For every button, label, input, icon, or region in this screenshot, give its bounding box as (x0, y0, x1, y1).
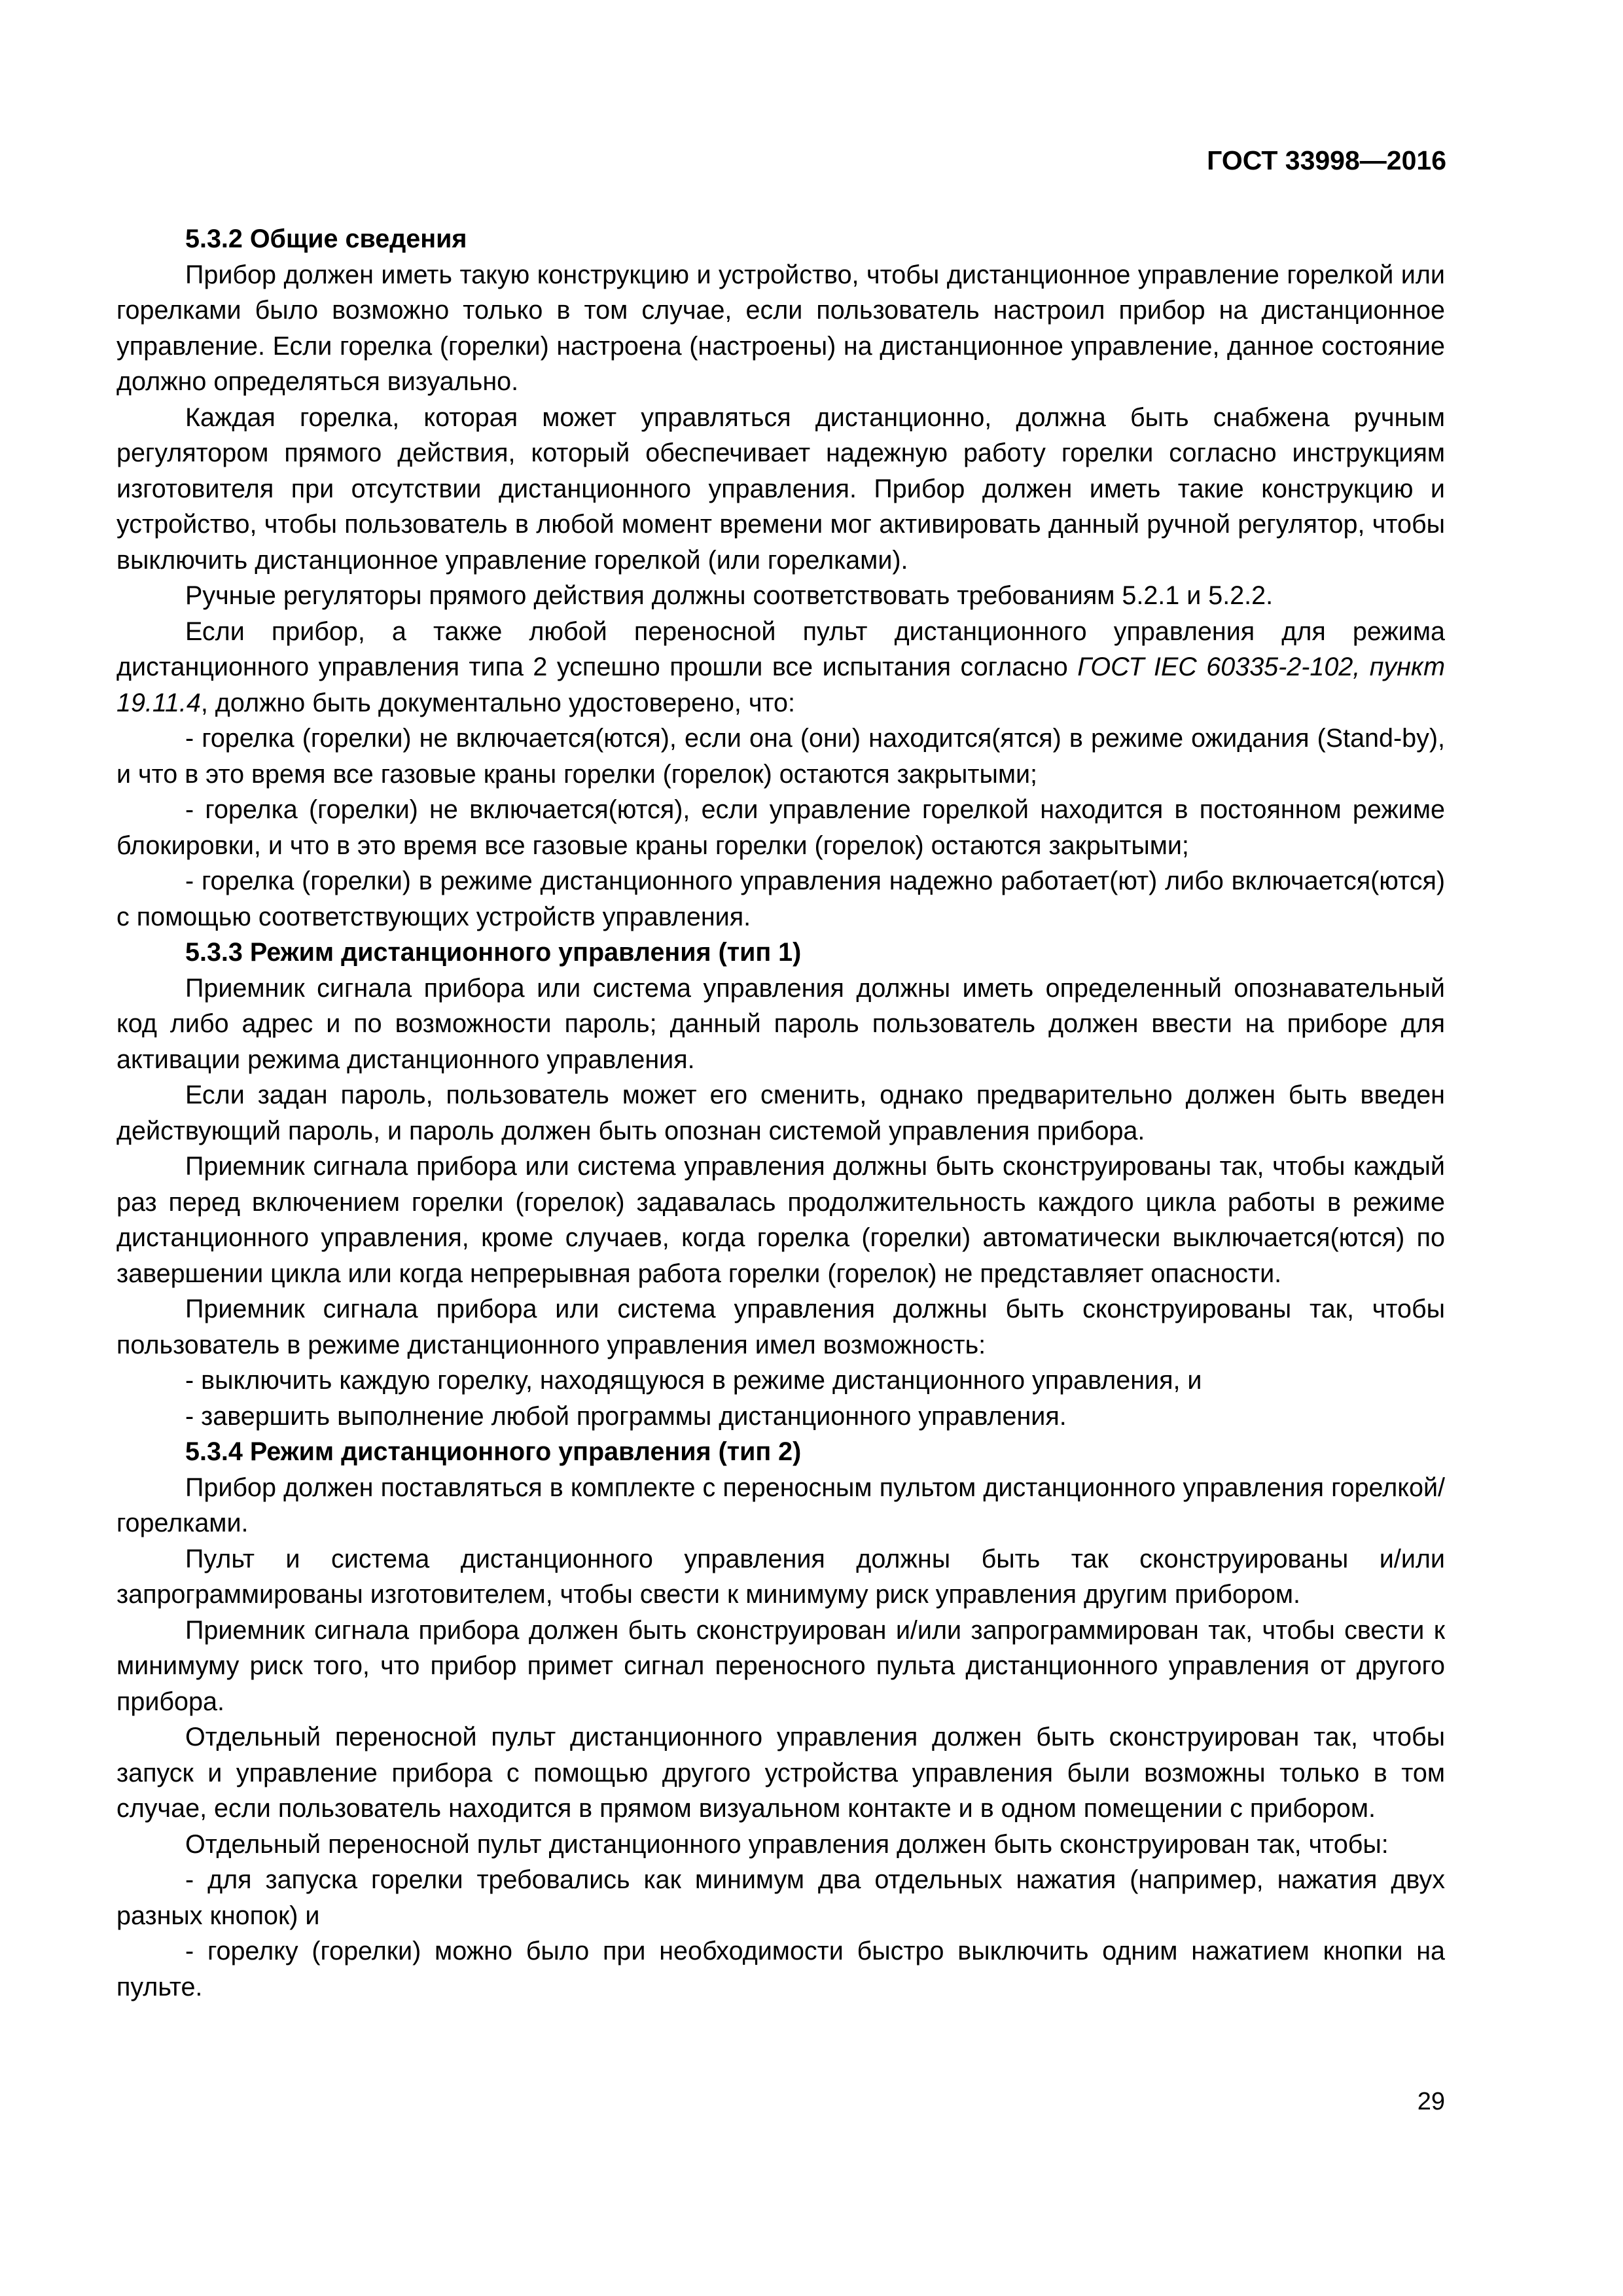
page-number: 29 (1417, 2088, 1445, 2115)
paragraph: Каждая горелка, которая может управляться дистанционно, должна быть снабжена ручным регулятором прямого действия, который обеспечивает надежную работу горелки согласно инструкциям изготовителя при отсутствии дистанционного управления. Прибор должен иметь такие конструкцию и устройство, чтобы пользователь в любой момент времени мог активировать данный ручной регулятор, чтобы выключить дистанционное управление горелкой (или горелками). (116, 403, 1445, 575)
section-heading-5-3-3: 5.3.3 Режим дистанционного управления (тип 1) (185, 938, 802, 967)
list-item: - завершить выполнение любой программы дистанционного управления. (185, 1401, 1067, 1431)
paragraph: Пульт и система дистанционного управления должны быть так сконструированы и/или запрограммированы изготовителем, чтобы свести к минимуму риск управления другим прибором. (116, 1544, 1445, 1609)
list-item: - горелку (горелки) можно было при необходимости быстро выключить одним нажатием кнопки на пульте. (116, 1937, 1445, 2001)
paragraph-with-reference (116, 614, 1445, 721)
paragraph: Прибор должен иметь такую конструкцию и устройство, чтобы дистанционное управление горелкой или горелками было возможно только в том случае, если пользователь настроил прибор на дистанционное управление. Если горелка (горелки) настроена (настроены) на дистанционное управление, данное состояние должно определяться визуально. (116, 260, 1445, 396)
list-item: - для запуска горелки требовались как минимум два отдельных нажатия (например, нажатия двух разных кнопок) и (116, 1865, 1445, 1930)
list-item: - горелка (горелки) в режиме дистанционного управления надежно работает(ют) либо включается(ются) с помощью соответствующих устройств управления. (116, 867, 1445, 931)
section-heading-5-3-4: 5.3.4 Режим дистанционного управления (тип 2) (185, 1437, 802, 1466)
paragraph: Приемник сигнала прибора должен быть сконструирован и/или запрограммирован так, чтобы свести к минимуму риск того, что прибор примет сигнал переносного пульта дистанционного управления от другого прибора. (116, 1615, 1445, 1716)
paragraph: Отдельный переносной пульт дистанционного управления должен быть сконструирован так, чтобы запуск и управление прибора с помощью другого устройства управления были возможны только в том случае, если пользователь находится в прямом визуальном контакте и в одном помещении с прибором. (116, 1723, 1445, 1823)
list-item: - выключить каждую горелку, находящуюся в режиме дистанционного управления, и (185, 1366, 1202, 1395)
list-item: - горелка (горелки) не включается(ются), если она (они) находится(ятся) в режиме ожидания (Stand-by), и что в это время все газовые краны горелки (горелок) остаются закрытыми; (116, 724, 1445, 789)
text-fragment: , должно быть документально удостоверено, что: (200, 688, 795, 717)
document-id: ГОСТ 33998—2016 (1207, 145, 1446, 175)
paragraph: Ручные регуляторы прямого действия должны соответствовать требованиям 5.2.1 и 5.2.2. (185, 581, 1274, 610)
paragraph: Отдельный переносной пульт дистанционного управления должен быть сконструирован так, чтобы: (185, 1829, 1389, 1859)
list-item: - горелка (горелки) не включается(ются), если управление горелкой находится в постоянном режиме блокировки, и что в это время все газовые краны горелки (горелок) остаются закрытыми; (116, 795, 1445, 860)
paragraph: Прибор должен поставляться в комплекте с переносным пультом дистанционного управления горелкой/горелками. (116, 1473, 1445, 1537)
paragraph: Приемник сигнала прибора или система управления должны иметь определенный опознавательный код либо адрес и по возможности пароль; данный пароль пользователь должен ввести на приборе для активации режима дистанционного управления. (116, 973, 1445, 1074)
text-fragment: Если прибор, а также любой переносной пульт дистанционного управления для режима дистанционного управления типа 2 успешно прошли все испытания согласно (116, 617, 1445, 681)
paragraph: Если задан пароль, пользователь может его сменить, однако предварительно должен быть введен действующий пароль, и пароль должен быть опознан системой управления прибора. (116, 1081, 1445, 1145)
paragraph: Приемник сигнала прибора или система управления должны быть сконструированы так, чтобы каждый раз перед включением горелки (горелок) задавалась продолжительность каждого цикла работы в режиме дистанционного управления, кроме случаев, когда горелка (горелки) автоматически выключается(ются) по завершении цикла или когда непрерывная работа горелки (горелок) не представляет опасности. (116, 1152, 1445, 1288)
section-heading-5-3-2: 5.3.2 Общие сведения (185, 224, 467, 253)
page-content (116, 221, 1445, 2005)
standard-reference: ГОСТ IEC 60335-2-102, пункт 19.11.4 (116, 653, 1445, 717)
paragraph: Приемник сигнала прибора или система управления должны быть сконструированы так, чтобы пользователь в режиме дистанционного управления имел возможность: (116, 1295, 1445, 1359)
